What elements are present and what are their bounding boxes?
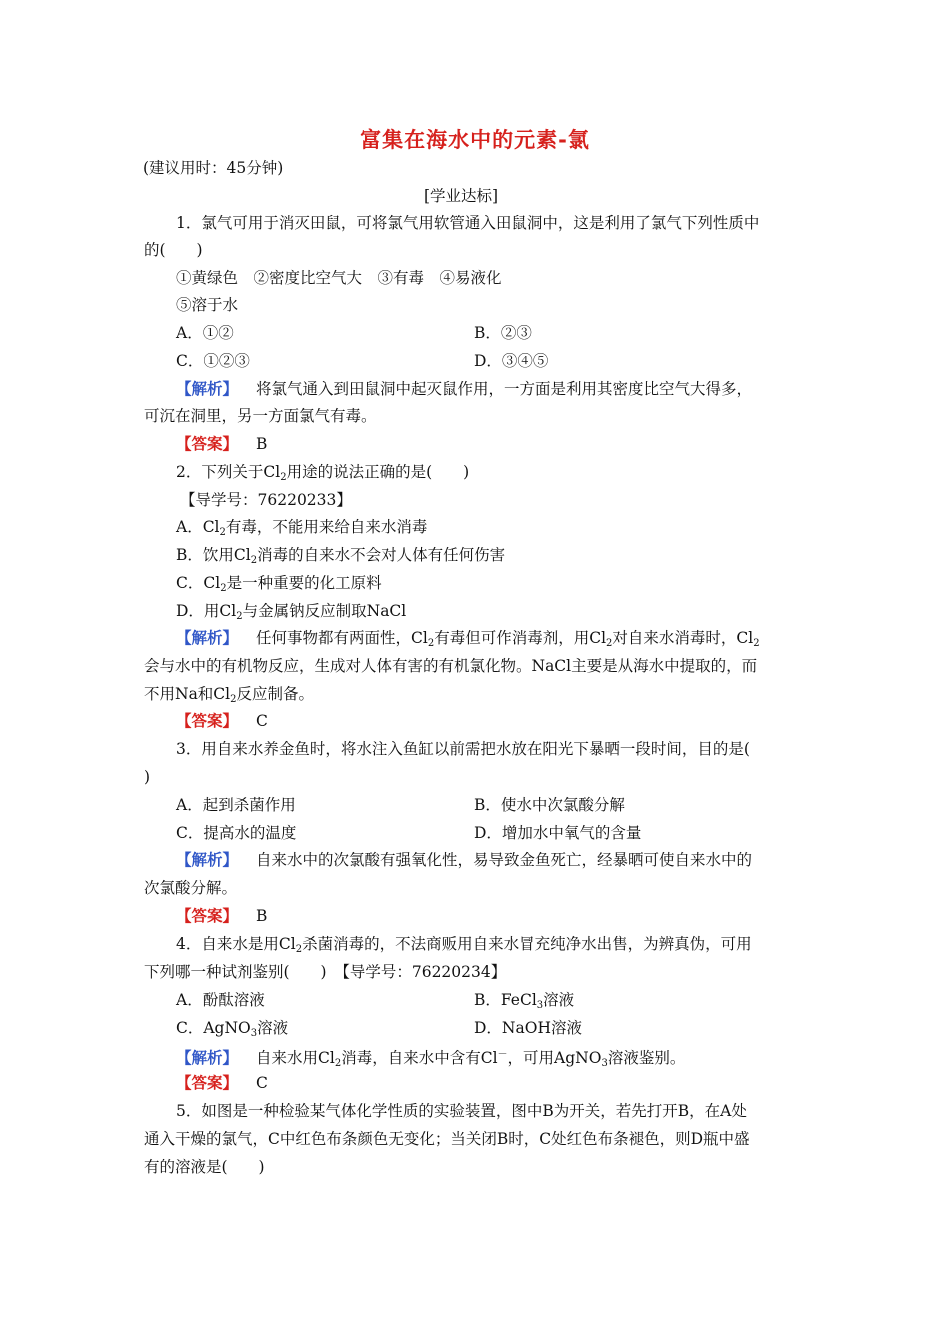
q4-analysis: 【解析】 自来水用$Cl_2$消毒，自来水中含有Cl－，可用AgNO$_3$溶液鉴别。 <box>176 1048 686 1069</box>
analysis-label: 【解析】 <box>176 379 239 398</box>
page-title: 富集在海水中的元素-氯 <box>360 128 590 152</box>
q3-analysis-line2: 次氯酸分解。 <box>144 879 238 897</box>
section-heading: [学业达标] <box>424 187 499 205</box>
analysis-label: 【解析】 <box>176 628 239 647</box>
q3-option-c: C．提高水的温度 <box>176 824 297 842</box>
q1-properties-line1: ①黄绿色 ②密度比空气大 ③有毒 ④易液化 <box>176 269 502 287</box>
q4-answer: 【答案】 C <box>176 1073 268 1092</box>
q1-stem-line2: 的( ) <box>144 241 203 259</box>
time-hint: (建议用时：45分钟) <box>143 159 284 177</box>
q4-stem-line2: 下列哪一种试剂鉴别( ) 【导学号：76220234】 <box>144 963 507 981</box>
answer-label: 【答案】 <box>176 434 239 453</box>
q2-answer: 【答案】 C <box>176 711 268 730</box>
q2-option-a: A．$Cl_2$有毒，不能用来给自来水消毒 <box>176 518 428 538</box>
q1-option-d: D．③④⑤ <box>474 352 549 370</box>
q4-option-a: A．酚酞溶液 <box>176 991 265 1009</box>
q2-analysis-line1: 【解析】 任何事物都有两面性，$Cl_2$有毒但可作消毒剂，用$Cl_2$对自来水消毒时，$Cl_2$ <box>176 628 760 649</box>
q2-option-b: B．饮用$Cl_2$消毒的自来水不会对人体有任何伤害 <box>176 546 506 566</box>
q1-stem-line1: 1．氯气可用于消灭田鼠，可将氯气用软管通入田鼠洞中，这是利用了氯气下列性质中 <box>176 214 760 232</box>
q1-answer: 【答案】 B <box>176 434 268 453</box>
answer-label: 【答案】 <box>176 906 239 925</box>
q4-option-b: B．FeCl$_3$溶液 <box>474 991 575 1011</box>
q2-analysis-line3: 不用Na和$Cl_2$反应制备。 <box>144 685 315 705</box>
q4-option-d: D．NaOH溶液 <box>474 1019 582 1037</box>
q5-stem-line2: 通入干燥的氯气，C中红色布条颜色无变化；当关闭B时，C处红色布条褪色，则D瓶中盛 <box>144 1130 750 1148</box>
q4-stem-line1: 4．自来水是用$Cl_2$杀菌消毒的，不法商贩用自来水冒充纯净水出售，为辨真伪，可用 <box>176 935 752 955</box>
analysis-label: 【解析】 <box>176 850 239 869</box>
answer-label: 【答案】 <box>176 711 239 730</box>
q1-analysis-line1: 【解析】 将氯气通入到田鼠洞中起灭鼠作用，一方面是利用其密度比空气大得多， <box>176 379 753 398</box>
q3-stem-line1: 3．用自来水养金鱼时，将水注入鱼缸以前需把水放在阳光下暴晒一段时间，目的是( <box>176 740 750 758</box>
q2-option-c: C．$Cl_2$是一种重要的化工原料 <box>176 574 382 594</box>
q5-stem-line3: 有的溶液是( ) <box>144 1158 265 1176</box>
q3-option-a: A．起到杀菌作用 <box>176 796 296 814</box>
q1-option-c: C．①②③ <box>176 352 250 370</box>
q3-option-b: B．使水中次氯酸分解 <box>474 796 625 814</box>
q2-guide-number: 【导学号：76220233】 <box>180 491 352 509</box>
q5-stem-line1: 5．如图是一种检验某气体化学性质的实验装置，图中B为开关，若先打开B，在A处 <box>176 1102 747 1120</box>
q3-analysis-line1: 【解析】 自来水中的次氯酸有强氧化性，易导致金鱼死亡，经暴晒可使自来水中的 <box>176 850 753 869</box>
answer-label: 【答案】 <box>176 1073 239 1092</box>
q3-stem-line2: ) <box>144 768 151 786</box>
analysis-label: 【解析】 <box>176 1048 239 1067</box>
q1-properties-line2: ⑤溶于水 <box>176 296 239 314</box>
q3-answer: 【答案】 B <box>176 906 268 925</box>
q2-stem: 2．下列关于$Cl_2$用途的说法正确的是( ) <box>176 463 470 483</box>
q1-option-b: B．②③ <box>474 324 532 342</box>
q1-option-a: A．①② <box>176 324 234 342</box>
q4-option-c: C．AgNO$_3$溶液 <box>176 1019 289 1039</box>
q1-analysis-line2: 可沉在洞里，另一方面氯气有毒。 <box>144 407 377 425</box>
q2-option-d: D．用$Cl_2$与金属钠反应制取NaCl <box>176 602 407 622</box>
q3-option-d: D．增加水中氧气的含量 <box>474 824 642 842</box>
q2-analysis-line2: 会与水中的有机物反应，生成对人体有害的有机氯化物。NaCl主要是从海水中提取的，而 <box>144 657 758 675</box>
